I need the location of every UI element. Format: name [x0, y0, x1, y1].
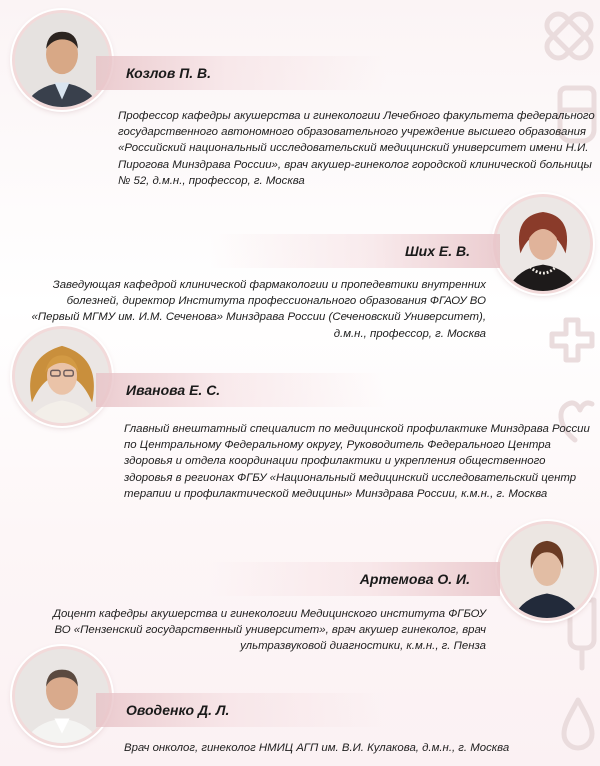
speaker-name: Артемова О. И. — [210, 562, 500, 596]
cross-icon — [552, 320, 592, 360]
speaker-name: Ших Е. В. — [210, 234, 500, 268]
speaker-description: Заведующая кафедрой клинической фармакологии и пропедевтики внутренних болезней, директор Института профессионального образования ФГАОУ ВО «Первый МГМУ им. И.М. Сеченова» Минздрава России (Сеченовский Университет), д.м.н., профессор, г. Москва — [31, 279, 486, 340]
speaker-description: Врач онколог, гинеколог НМИЦ АГП им. В.И. Кулакова, д.м.н., г. Москва — [124, 742, 510, 754]
bandage-icon — [543, 10, 595, 62]
avatar — [497, 521, 597, 621]
speaker-description: Доцент кафедры акушерства и гинекологии Медицинского института ФГБОУ ВО «Пензенский государственный университет», врач акушер гинеколог, врач ультразвуковой диагностики, к.м.н., г. Пенза — [52, 608, 486, 653]
speaker-name: Оводенко Д. Л. — [96, 693, 386, 727]
speaker-description: Профессор кафедры акушерства и гинекологии Лечебного факультета федерального государственного автономного образовательного учреждение высшего образования «Российский национальный исследовательский медицинский университет имени Н.И. Пирогова Минздрава России», врач акушер-гинеколог городской клинической больницы № 52, д.м.н., профессор, г. Москва — [118, 110, 595, 187]
avatar — [493, 194, 593, 294]
speaker-name: Иванова Е. С. — [96, 373, 386, 407]
speaker-name: Козлов П. В. — [96, 56, 386, 90]
speaker-description: Главный внештатный специалист по медицинской профилактике Минздрава России по Центральному Федеральному округу, Руководитель Федерального Центра здоровья и отдела координации профилактики и укрепления общественного здоровья в регионах ФГБУ «Национальный медицинский исследовательский центр терапии и профилактической медицины» Минздрава России, к.м.н., г. Москва — [124, 423, 590, 500]
